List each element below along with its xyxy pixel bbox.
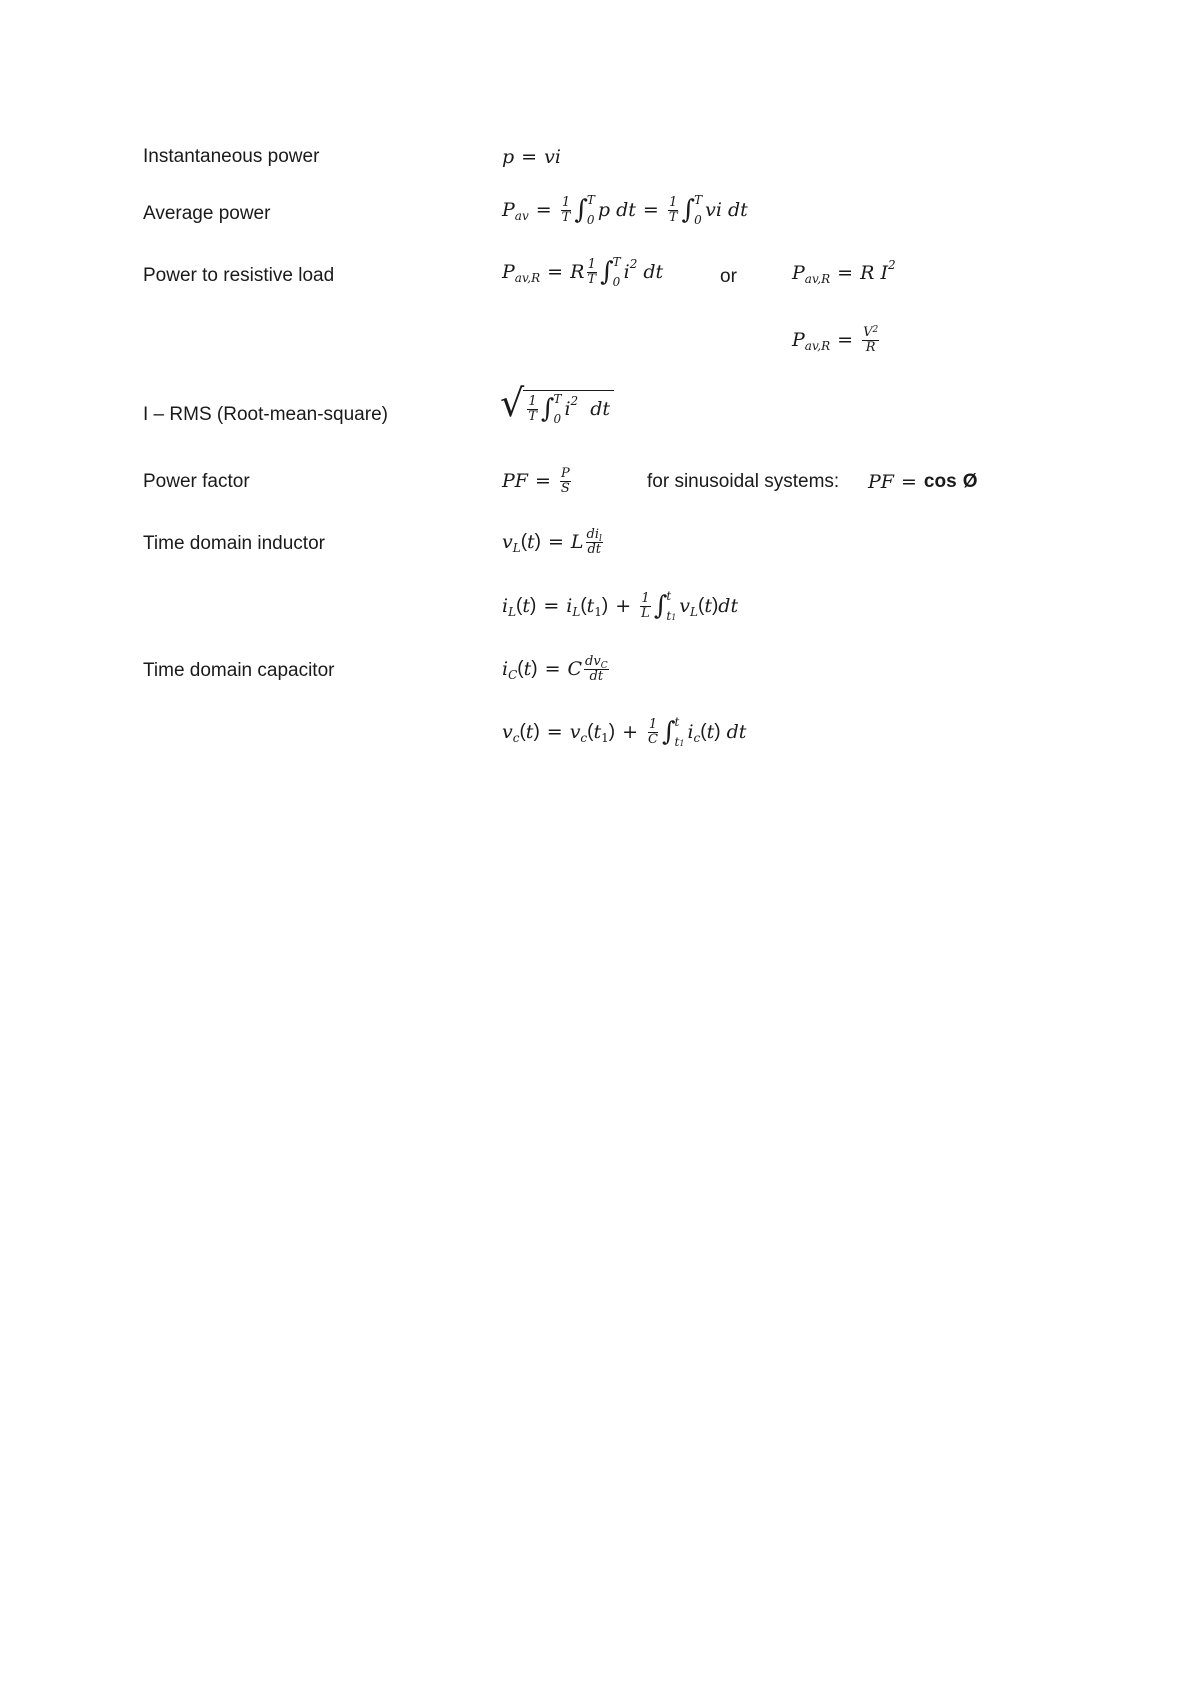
eq-average-power: P av = $\frac{1}{T}$ ∫ T 0 p dt = $\frac{1}{T}$ ∫ T 0 v i dt (502, 193, 748, 227)
eq-power-factor: PF = $\frac{P}{S}$ (502, 466, 570, 496)
integral: ∫ t t1 (661, 715, 685, 749)
integral: ∫ T 0 (681, 193, 703, 227)
fraction: $\frac{1}{T}$ (668, 194, 678, 225)
label-power-factor: Power factor (143, 471, 250, 492)
fraction: $\frac{1}{C}$ (648, 716, 658, 747)
square-root: √ $\frac{1}{T}$ ∫ T 0 i 2 dt (500, 384, 614, 425)
integral: ∫ T 0 (574, 193, 595, 227)
label-rms: I – RMS (Root-mean-square) (143, 404, 388, 425)
label-time-domain-capacitor: Time domain capacitor (143, 660, 335, 681)
integral: ∫ t t1 (653, 589, 677, 623)
fraction: $\frac{1}{T}$ (528, 393, 537, 424)
label-instantaneous-power: Instantaneous power (143, 146, 320, 167)
eq-capacitor-current: i C ( t ) = C $\frac{dv_C}{dt}$ (502, 654, 608, 684)
label-average-power: Average power (143, 203, 271, 224)
eq-power-factor-sinusoidal: PF = cos Ø (868, 471, 978, 493)
fraction: $\frac{1}{T}$ (561, 194, 571, 225)
label-time-domain-inductor: Time domain inductor (143, 533, 325, 554)
eq-resistive-power-integral: P av,R = R $\frac{1}{T}$ ∫ T 0 i 2 dt (502, 255, 664, 289)
fraction: $\frac{di_l}{dt}$ (586, 527, 602, 557)
eq-inductor-current: i L ( t ) = i L ( t 1 ) + $\frac{1}{L}$ ∫ t t1 v L ( t ) dt (502, 589, 739, 623)
fraction: $\frac{1}{L}$ (641, 590, 650, 621)
or-text: or (720, 266, 737, 287)
label-resistive-load: Power to resistive load (143, 265, 335, 286)
integral: ∫ T 0 (600, 255, 621, 289)
fraction: $\frac{P}{S}$ (560, 466, 570, 496)
eq-inductor-voltage: v L ( t ) = L $\frac{di_l}{dt}$ (502, 527, 602, 557)
fraction: $\frac{dv_C}{dt}$ (585, 654, 608, 684)
eq-capacitor-voltage: v c ( t ) = v c ( t 1 ) + $\frac{1}{C}$ ∫ t t1 i c ( t ) dt (502, 715, 747, 749)
eq-instantaneous-power: p = v i (502, 146, 561, 168)
eq-resistive-power-ri2: P av,R = R I 2 (792, 258, 896, 286)
integral: ∫ T 0 (540, 392, 562, 426)
eq-resistive-power-v2r: P av,R = $\frac{V^2}{R}$ (792, 325, 879, 355)
sinusoidal-note: for sinusoidal systems: (647, 471, 840, 492)
eq-rms (500, 381, 614, 426)
fraction: $\frac{V^2}{R}$ (863, 325, 879, 355)
fraction: $\frac{1}{T}$ (587, 256, 597, 287)
